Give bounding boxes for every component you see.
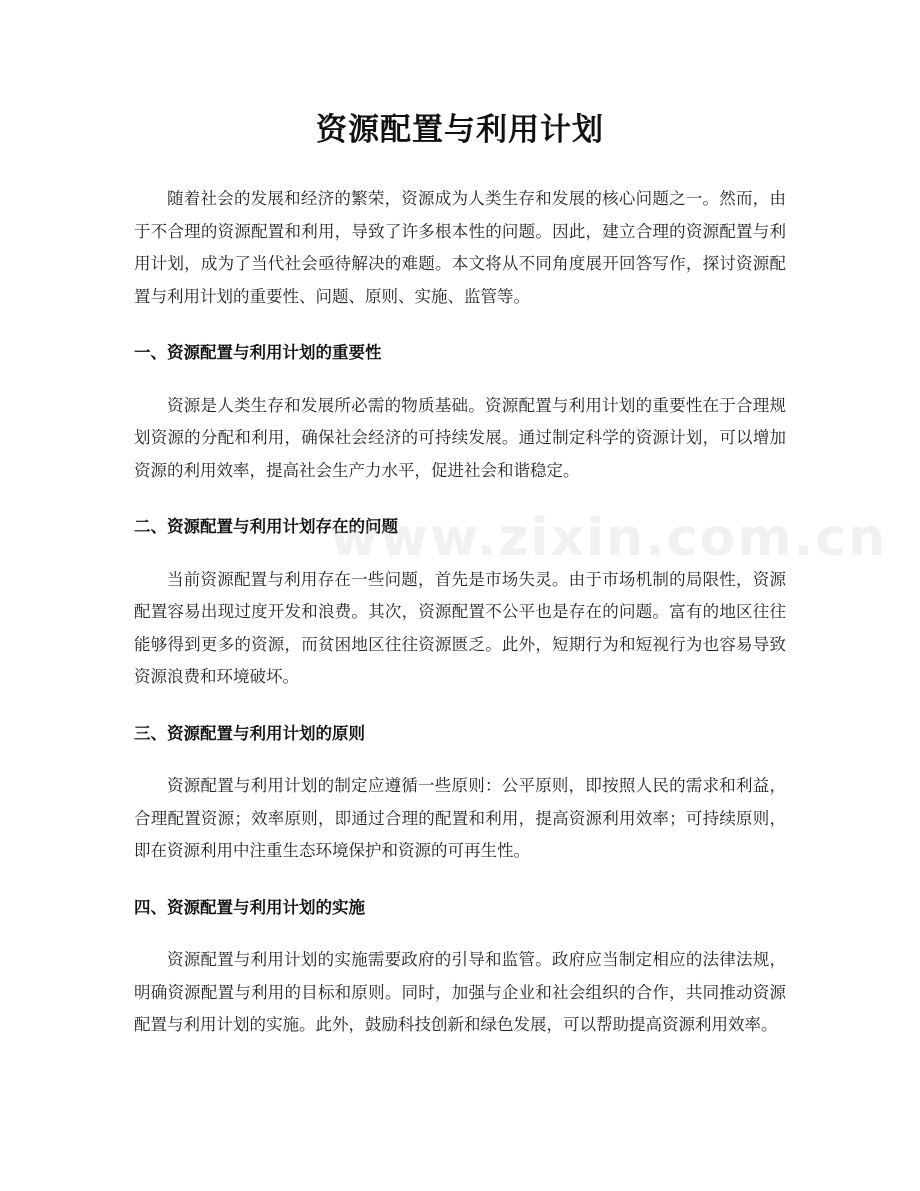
section-paragraph-problems: 当前资源配置与利用存在一些问题，首先是市场失灵。由于市场机制的局限性，资源配置容易出现过度开发和浪费。其次，资源配置不公平也是存在的问题。富有的地区往往能够得到更多的资源，而贫困地区往往资源匮乏。此外，短期行为和短视行为也容易导致资源浪费和环境破坏。	[134, 569, 786, 686]
intro-paragraph: 随着社会的发展和经济的繁荣，资源成为人类生存和发展的核心问题之一。然而，由于不合理的资源配置和利用，导致了许多根本性的问题。因此，建立合理的资源配置与利用计划，成为了当代社会亟待解决的难题。本文将从不同角度展开回答写作，探讨资源配置与利用计划的重要性、问题、原则、实施、监管等。	[134, 189, 786, 306]
document-title: 资源配置与利用计划	[316, 112, 604, 148]
watermark-text: www.zixin.com.cn	[330, 508, 888, 568]
section-heading-importance: 一、资源配置与利用计划的重要性	[134, 343, 382, 362]
section-paragraph-importance: 资源是人类生存和发展所必需的物质基础。资源配置与利用计划的重要性在于合理规划资源的分配和利用，确保社会经济的可持续发展。通过制定科学的资源计划，可以增加资源的利用效率，提高社会生产力水平，促进社会和谐稳定。	[134, 395, 786, 480]
section-heading-principles: 三、资源配置与利用计划的原则	[134, 723, 365, 743]
section-heading-implementation: 四、资源配置与利用计划的实施	[134, 897, 365, 917]
section-heading-problems: 二、资源配置与利用计划存在的问题	[134, 517, 398, 536]
document-body	[134, 183, 786, 1042]
section-paragraph-principles: 资源配置与利用计划的制定应遵循一些原则：公平原则，即按照人民的需求和利益，合理配置资源；效率原则，即通过合理的配置和利用，提高资源利用效率；可持续原则，即在资源利用中注重生态环境保护和资源的可再生性。	[134, 776, 786, 860]
section-paragraph-implementation: 资源配置与利用计划的实施需要政府的引导和监管。政府应当制定相应的法律法规，明确资源配置与利用的目标和原则。同时，加强与企业和社会组织的合作，共同推动资源配置与利用计划的实施。此外，鼓励科技创新和绿色发展，可以帮助提高资源利用效率。	[134, 950, 786, 1034]
